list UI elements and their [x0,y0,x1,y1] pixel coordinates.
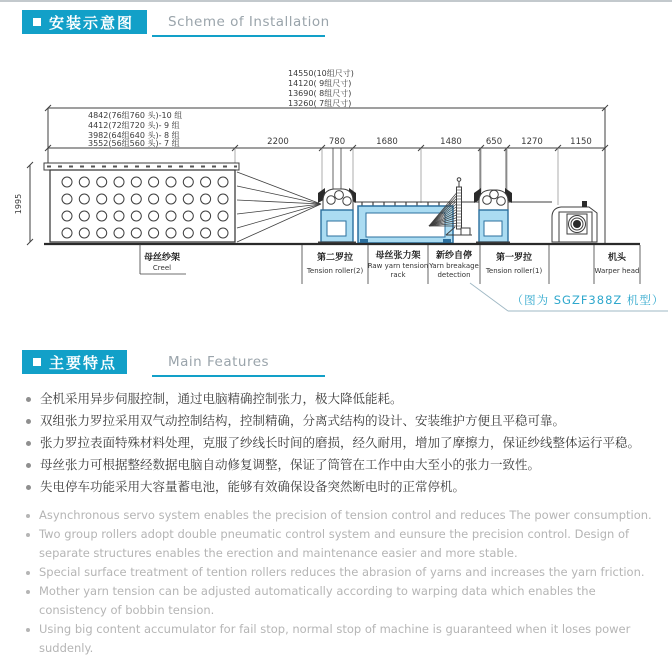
creel-length-dimensions [88,110,182,148]
dim-creel-9: 4412(72组720 头)- 9 组 [88,121,180,130]
bullet-icon [26,419,31,424]
bullet-icon [26,485,31,490]
feature-text: Asynchronous servo system enables the precision of tension control and reduces The power consumption. [39,508,652,522]
tension-roller-2 [318,148,356,243]
dim-creel-10: 4842(76组760 头)-10 组 [88,111,183,120]
feature-item [26,525,662,563]
label-rack-cn: 母丝张力架 [375,251,421,261]
dim-total-8: 13690( 8组尺寸) [288,89,352,98]
section-title-en: Main Features [168,354,270,370]
square-bullet-icon [33,358,41,366]
section-underline [152,375,325,377]
section-title-cn: 主要特点 [49,353,118,372]
bullet-icon [26,514,30,518]
feature-item [26,563,662,582]
bullet-icon [26,628,30,632]
dim-seg-650: 650 [485,137,503,147]
creel [44,163,239,242]
bullet-icon [26,571,30,575]
dim-height-1995: 1995 [14,193,23,215]
label-tension-roller-2-en: Tension roller(2) [306,267,364,275]
feature-text: 双组张力罗拉采用双气动控制结构，控制精确，分离式结构的设计、安装维护方便且平稳可靠。 [40,413,566,428]
overall-length-dimensions [288,68,354,108]
label-tension-roller-2-cn: 第二罗拉 [316,253,354,263]
label-rack-en2: rack [390,271,406,279]
installation-diagram [0,55,672,327]
dim-total-9: 14120( 9组尺寸) [288,79,352,88]
model-caption-text: （图为 SGZF388Z 机型） [511,293,665,307]
dim-seg-2200: 2200 [267,137,289,147]
dim-seg-1150: 1150 [570,137,592,147]
label-breakage-en2: detection [437,271,471,279]
section-title-en: Scheme of Installation [168,14,330,30]
dim-seg-1480: 1480 [440,137,462,147]
height-dimension [14,162,33,245]
dim-seg-780: 780 [328,137,346,147]
feature-text: 失电停车功能采用大容量蓄电池，能够有效确保设备突然断电时的正常停机。 [40,479,466,494]
creel-label [140,244,186,274]
feature-item [26,410,656,432]
dim-total-10: 14550(10组尺寸) [288,69,354,78]
feature-item [26,582,662,620]
label-rack-en1: Raw yarn tension [367,262,429,270]
top-border-line [0,0,672,2]
feature-item [26,506,662,525]
section-badge-installation [22,10,147,34]
feature-item [26,388,656,410]
label-tension-roller-1-cn: 第一罗拉 [495,253,533,263]
machine-labels [140,244,640,284]
label-warper-head-en: Warper head [594,267,640,275]
dim-seg-1680: 1680 [376,137,398,147]
features-list-cn [26,388,656,498]
label-breakage-cn: 新纱自停 [435,251,473,261]
feature-text: Mother yarn tension can be adjusted automatically according to warping data which enables the consistency of bobbin tension. [39,584,596,617]
dim-creel-8: 3982(64组640 头)- 8 组 [88,131,180,140]
feature-text: Two group rollers adopt double pneumatic control system and eunsure the precision control. Design of separate structures enables the erection and maintenance easier and more stable. [39,527,630,560]
bullet-icon [26,590,30,594]
feature-item [26,476,656,498]
dim-total-7: 13260( 7组尺寸) [288,99,352,108]
bullet-icon [26,397,31,402]
features-list-en [26,506,662,658]
raw-yarn-tension-rack [354,202,552,243]
feature-text: Using big content accumulator for fail stop, normal stop of machine is guaranteed when it loses power suddenly. [39,622,631,655]
dim-creel-7: 3552(56组560 头)- 7 组 [88,139,180,148]
label-warper-head-cn: 机头 [607,253,627,263]
feature-text: 母丝张力可根据整经数据电脑自动修复调整，保证了筒管在工作中由大至小的张力一致性。 [40,457,541,472]
feature-item [26,620,662,658]
dim-seg-1270: 1270 [521,137,543,147]
bullet-icon [26,463,31,468]
model-caption [470,283,668,311]
warper-head [552,201,597,242]
section-title-cn: 安装示意图 [49,13,135,32]
bullet-icon [26,441,31,446]
yarn-sheet-lines [237,172,321,242]
section-underline [152,35,325,37]
label-creel-cn: 母丝纱架 [143,253,181,263]
label-breakage-en1: Yarn breakage [429,262,479,270]
section-badge-features [22,350,127,374]
feature-text: Special surface treatment of tention rollers reduces the abrasion of yarns and increases the yarn friction. [39,565,645,579]
feature-text: 全机采用异步伺服控制，通过电脑精确控制张力，极大降低能耗。 [40,391,403,406]
label-tension-roller-1-en: Tension roller(1) [485,267,543,275]
tension-roller-1 [474,148,512,243]
label-creel-en: Creel [152,264,172,272]
bullet-icon [26,533,30,537]
feature-text: 张力罗拉表面特殊材料处理，克服了纱线长时间的磨损，经久耐用，增加了摩擦力，保证纱线整体运行平稳。 [40,435,641,450]
feature-item [26,432,656,454]
square-bullet-icon [33,18,41,26]
feature-item [26,454,656,476]
